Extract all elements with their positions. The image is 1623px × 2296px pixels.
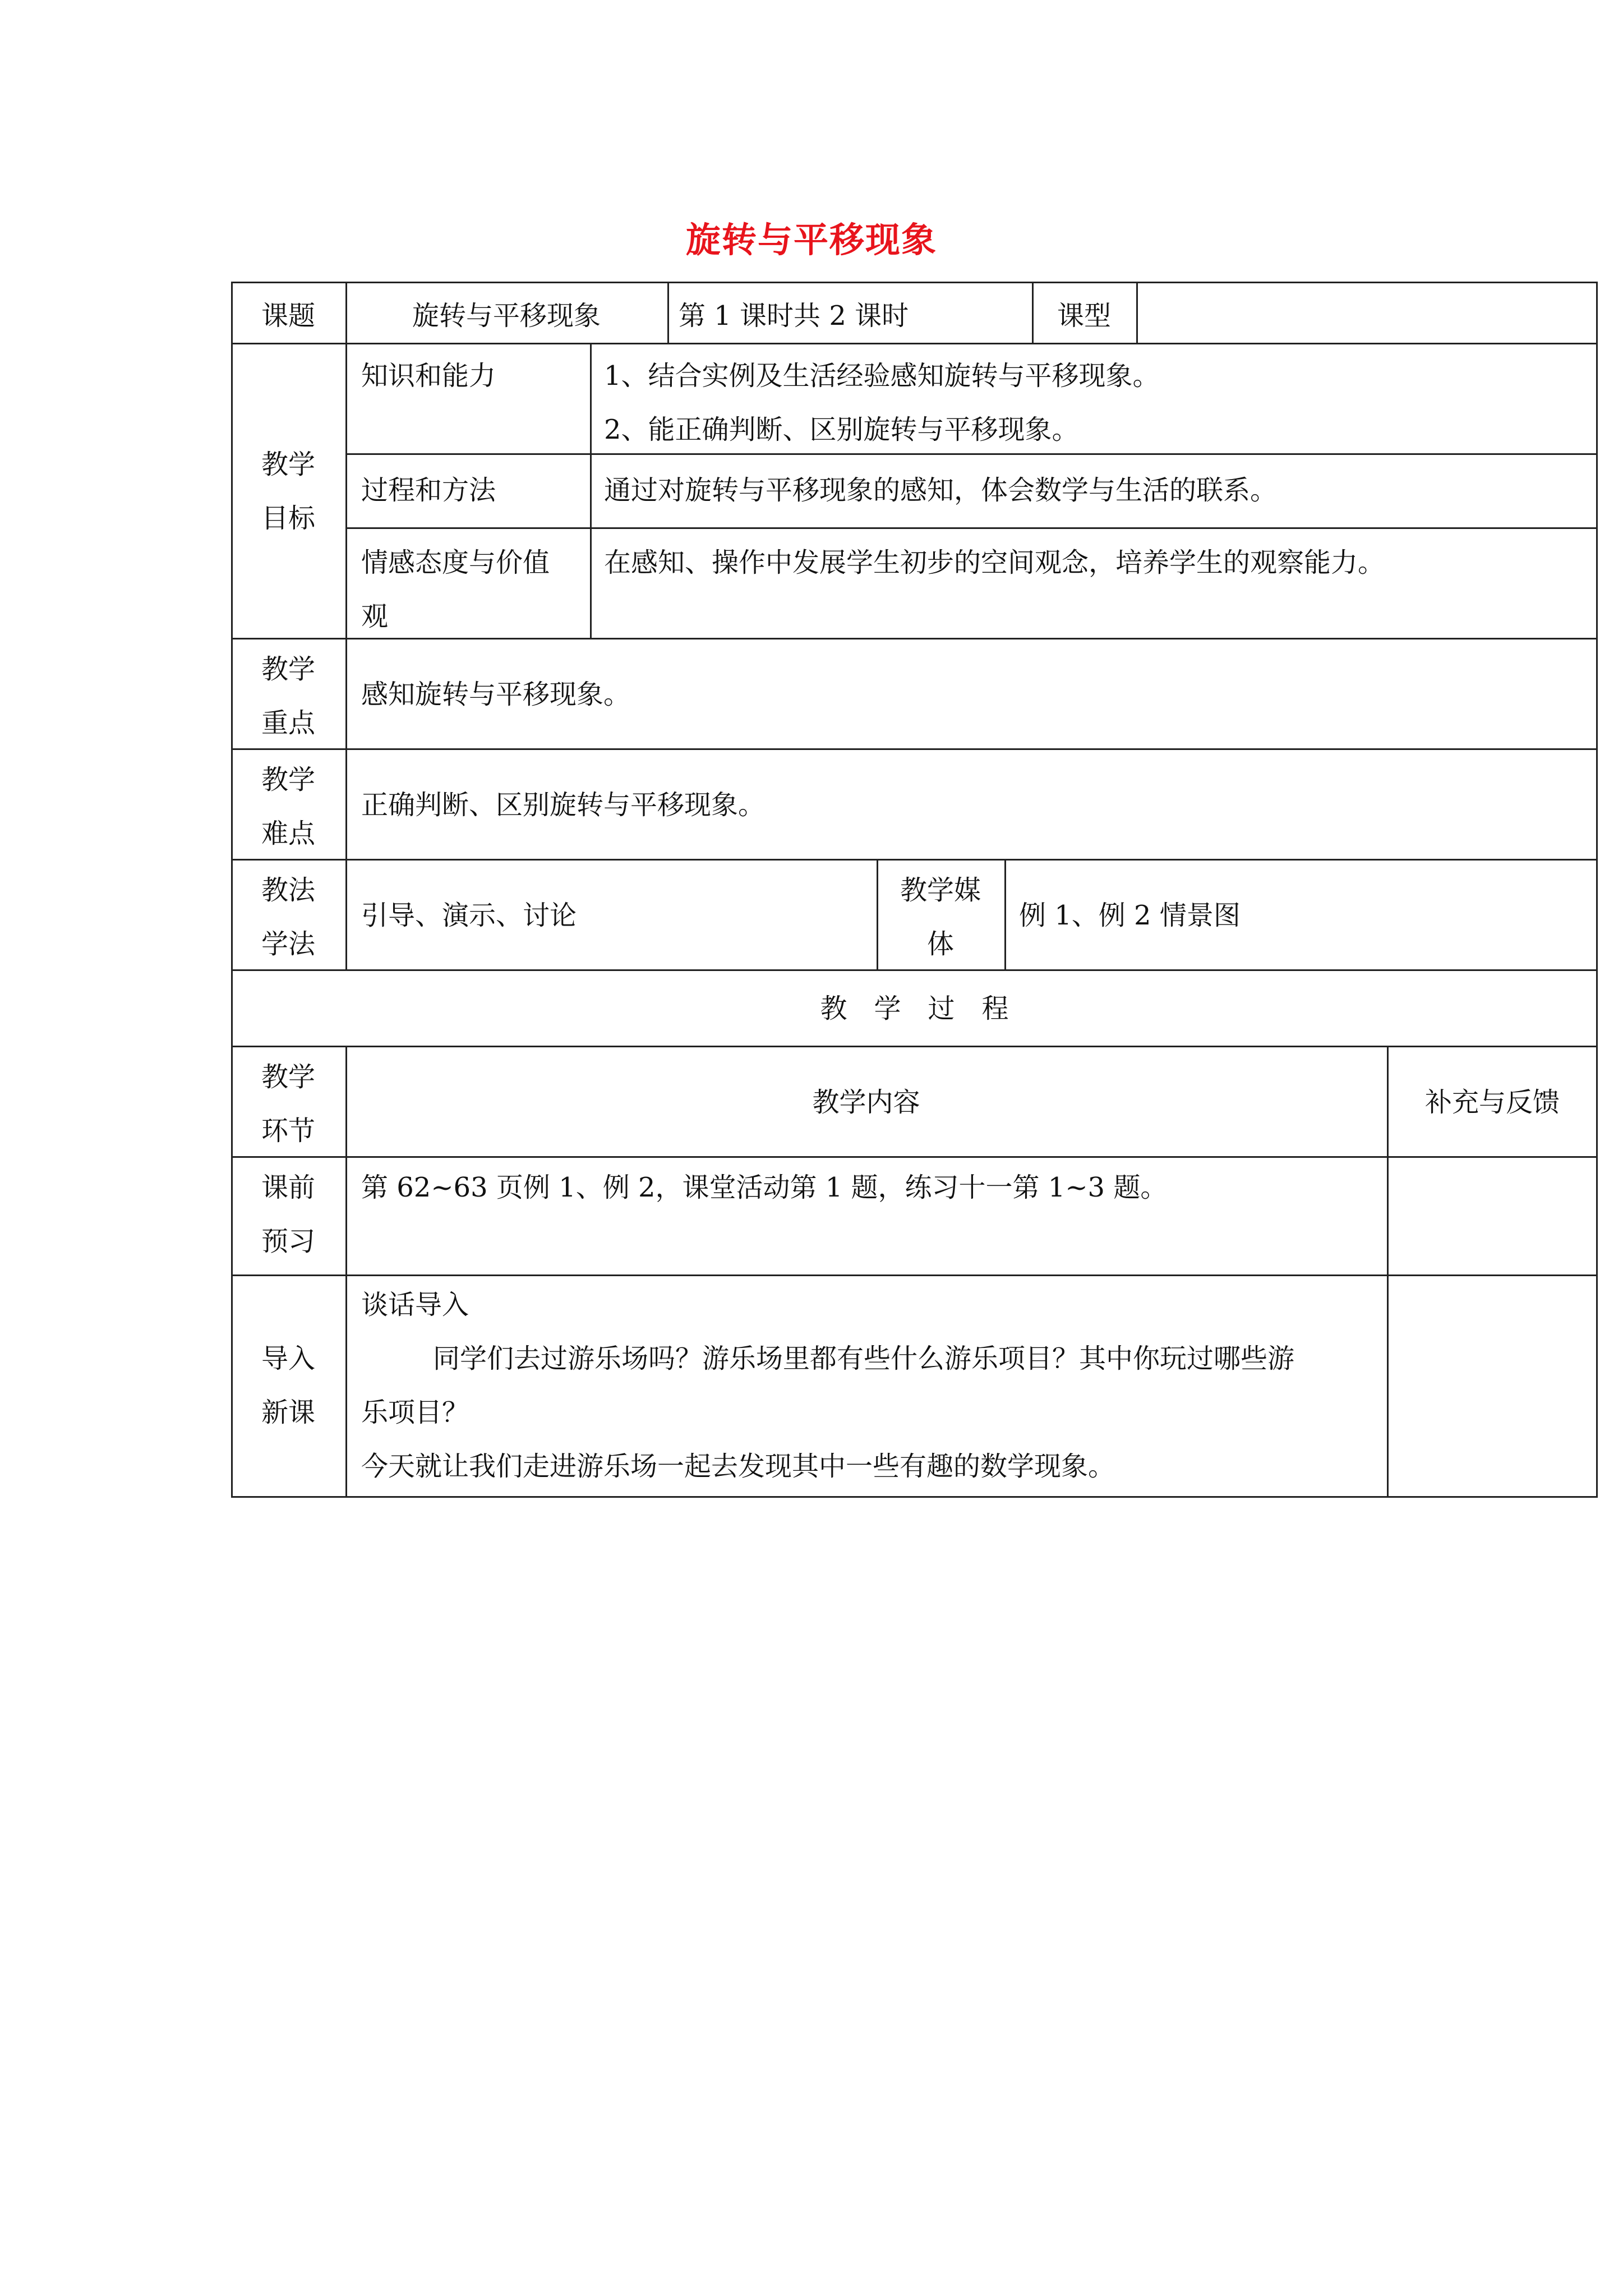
intro-line-1: 谈话导入 [361,1289,469,1320]
intro-line-4: 今天就让我们走进游乐场一起去发现其中一些有趣的数学现象。 [361,1451,1115,1482]
key-point-label: 教学 重点 [261,654,315,739]
process-section-title: 教 学 过 程 [820,993,1009,1024]
col-divider [345,282,347,969]
process-text: 通过对旋转与平移现象的感知，体会数学与生活的联系。 [604,475,1278,506]
media-label: 教学媒 体 [900,875,981,960]
knowledge-text [604,349,1591,457]
col-divider [590,343,592,638]
col-divider [667,282,669,343]
page-title: 旋转与平移现象 [685,219,937,260]
stage-header: 教学 环节 [261,1061,315,1147]
method-text: 引导、演示、讨论 [361,900,577,931]
knowledge-line-2: 2、能正确判断、区别旋转与平移现象。 [604,414,1079,445]
media-text: 例 1、例 2 情景图 [1019,900,1241,931]
emotion-label: 情感态度与价值 观 [361,547,550,632]
difficulty-label: 教学 难点 [261,764,315,849]
intro-line-2: 同学们去过游乐场吗？游乐场里都有些什么游乐项目？其中你玩过哪些游 [433,1343,1295,1374]
feedback-header: 补充与反馈 [1424,1087,1560,1118]
emotion-text: 在感知、操作中发展学生初步的空间观念，培养学生的观察能力。 [604,547,1385,578]
knowledge-line-1: 1、结合实例及生活经验感知旋转与平移现象。 [604,360,1160,392]
preview-label: 课前 预习 [261,1172,315,1257]
process-label: 过程和方法 [361,475,496,506]
topic-label: 课题 [261,300,315,332]
lesson-type-label: 课型 [1057,300,1111,332]
preview-text: 第 62~63 页例 1、例 2，课堂活动第 1 题，练习十一第 1~3 题。 [361,1172,1168,1203]
col-divider [1136,282,1138,343]
row-divider [345,527,1598,529]
row-divider [231,748,1598,750]
row-divider [231,1156,1598,1158]
objectives-label: 教学 目标 [261,449,315,534]
method-label: 教法 学法 [261,875,315,960]
lesson-period: 第 1 课时共 2 课时 [679,300,909,332]
row-divider [231,1274,1598,1276]
content-header: 教学内容 [812,1087,920,1118]
row-divider [231,859,1598,861]
difficulty-text: 正确判断、区别旋转与平移现象。 [361,789,766,821]
intro-line-3: 乐项目？ [361,1397,469,1428]
col-divider [1004,859,1006,969]
key-point-text: 感知旋转与平移现象。 [361,679,631,710]
intro-text [361,1278,1382,1493]
topic-value: 旋转与平移现象 [412,300,601,332]
intro-label: 导入 新课 [261,1343,315,1428]
row-divider [231,1046,1598,1047]
knowledge-label: 知识和能力 [361,360,496,392]
row-divider [231,343,1598,344]
